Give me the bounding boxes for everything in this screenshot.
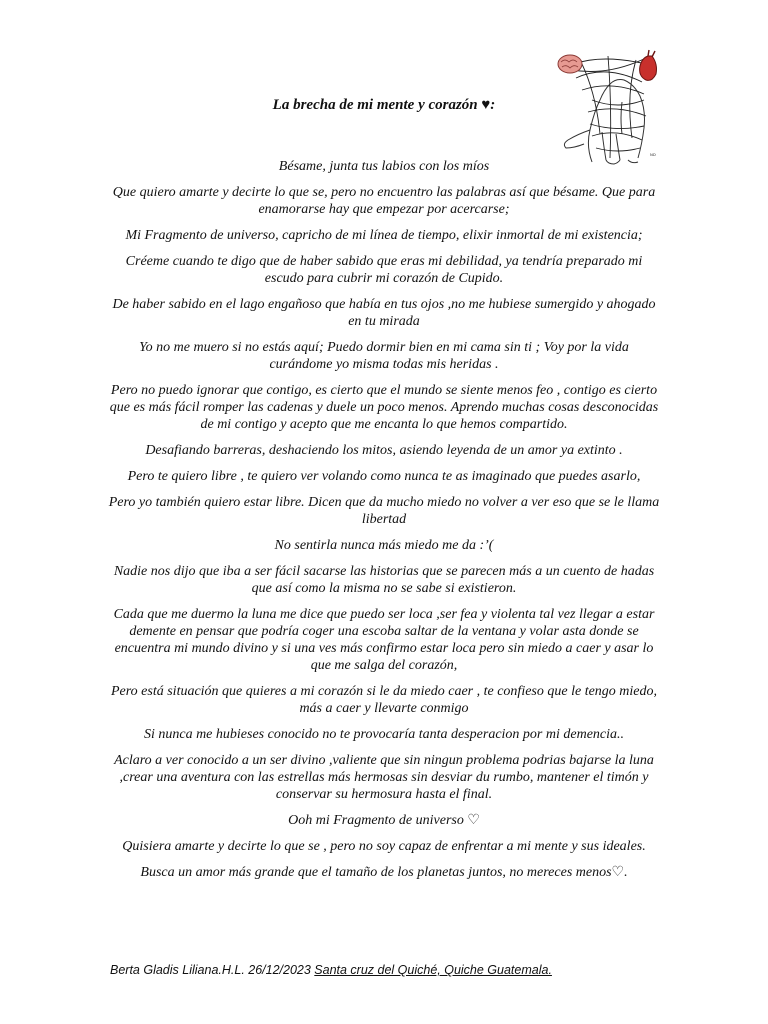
author-signature [110, 963, 552, 977]
signature-text: Berta Gladis Liliana.H.L. 26/12/2023 [110, 963, 315, 977]
stanza: Créeme cuando te digo que de haber sabido que eras mi debilidad, ya tendría preparado mi escudo para cubrir mi corazón de Cupido. [125, 254, 643, 286]
stanza: Pero está situación que quieres a mi corazón si le da miedo caer , te confieso que le tengo miedo, más a caer y llevarte conmigo [110, 684, 658, 716]
heart-icon [640, 50, 657, 80]
stanza: Ooh mi Fragmento de universo ♡ [288, 813, 480, 828]
stanza: Pero yo también quiero estar libre. Dicen que da mucho miedo no volver a ver eso que se le llama libertad [108, 495, 660, 527]
stanza: Que quiero amarte y decirte lo que se, pero no encuentro las palabras así que bésame. Que para enamorarse hay que empezar por acercarse; [112, 185, 656, 217]
stanza: Nadie nos dijo que iba a ser fácil sacarse las historias que se parecen más a un cuento de hadas que así como la misma no se sabe si existieron. [113, 564, 655, 596]
stanza: Cada que me duermo la luna me dice que puedo ser loca ,ser fea y violenta tal vez llegar a estar demente en pensar que podría coger una escoba saltar de la ventana y volar asta donde se encuentra mi mundo divino y si una ves más confirmo estar loca pero sin miedo a caer y asar lo que me salga del corazón, [113, 607, 655, 673]
stanza: Si nunca me hubieses conocido no te provocaría tanta desperacion por mi demencia.. [143, 727, 625, 742]
stanza: Bésame, junta tus labios con los míos [278, 159, 490, 174]
stanza: De haber sabido en el lago engañoso que había en tus ojos ,no me hubiese sumergido y ahogado en tu mirada [112, 297, 656, 329]
stanza: Mi Fragmento de universo, capricho de mi línea de tiempo, elixir inmortal de mi existencia; [125, 228, 643, 243]
stanza: Pero no puedo ignorar que contigo, es cierto que el mundo se siente menos feo , contigo es cierto que es más fácil romper las cadenas y duele un poco menos. Aprendo muchas cosas desconocidas de mi contigo y acepto que me encanta lo que hemos compartido. [109, 383, 659, 432]
stanza: Desafiando barreras, deshaciendo los mitos, asiendo leyenda de un amor ya extinto . [145, 443, 623, 458]
stanza: No sentirla nunca más miedo me da :’( [274, 538, 494, 553]
stanza: Yo no me muero si no estás aquí; Puedo dormir bien en mi cama sin ti ; Voy por la vida curándome yo misma todas mis heridas . [139, 340, 629, 372]
brain-icon [558, 55, 582, 73]
artist-mark: ᴺᴰ [650, 153, 656, 160]
poem-title: La brecha de mi mente y corazón ♥: [272, 97, 496, 113]
signature-place: Santa cruz del Quiché, Quiche Guatemala. [314, 963, 552, 977]
stanza: Aclaro a ver conocido a un ser divino ,valiente que sin ningun problema podrias bajarse la luna ,crear una aventura con las estrellas más hermosas sin desviar du rumbo, mantener el timón y conservar su hermosura hasta el final. [114, 753, 654, 802]
stanza: Busca un amor más grande que el tamaño de los planetas juntos, no mereces menos♡. [140, 865, 628, 880]
stanza: Quisiera amarte y decirte lo que se , pero no soy capaz de enfrentar a mi mente y sus ideales. [122, 839, 646, 854]
poem-body [108, 158, 660, 890]
stanza: Pero te quiero libre , te quiero ver volando como nunca te as imaginado que puedes asarlo, [127, 469, 641, 484]
